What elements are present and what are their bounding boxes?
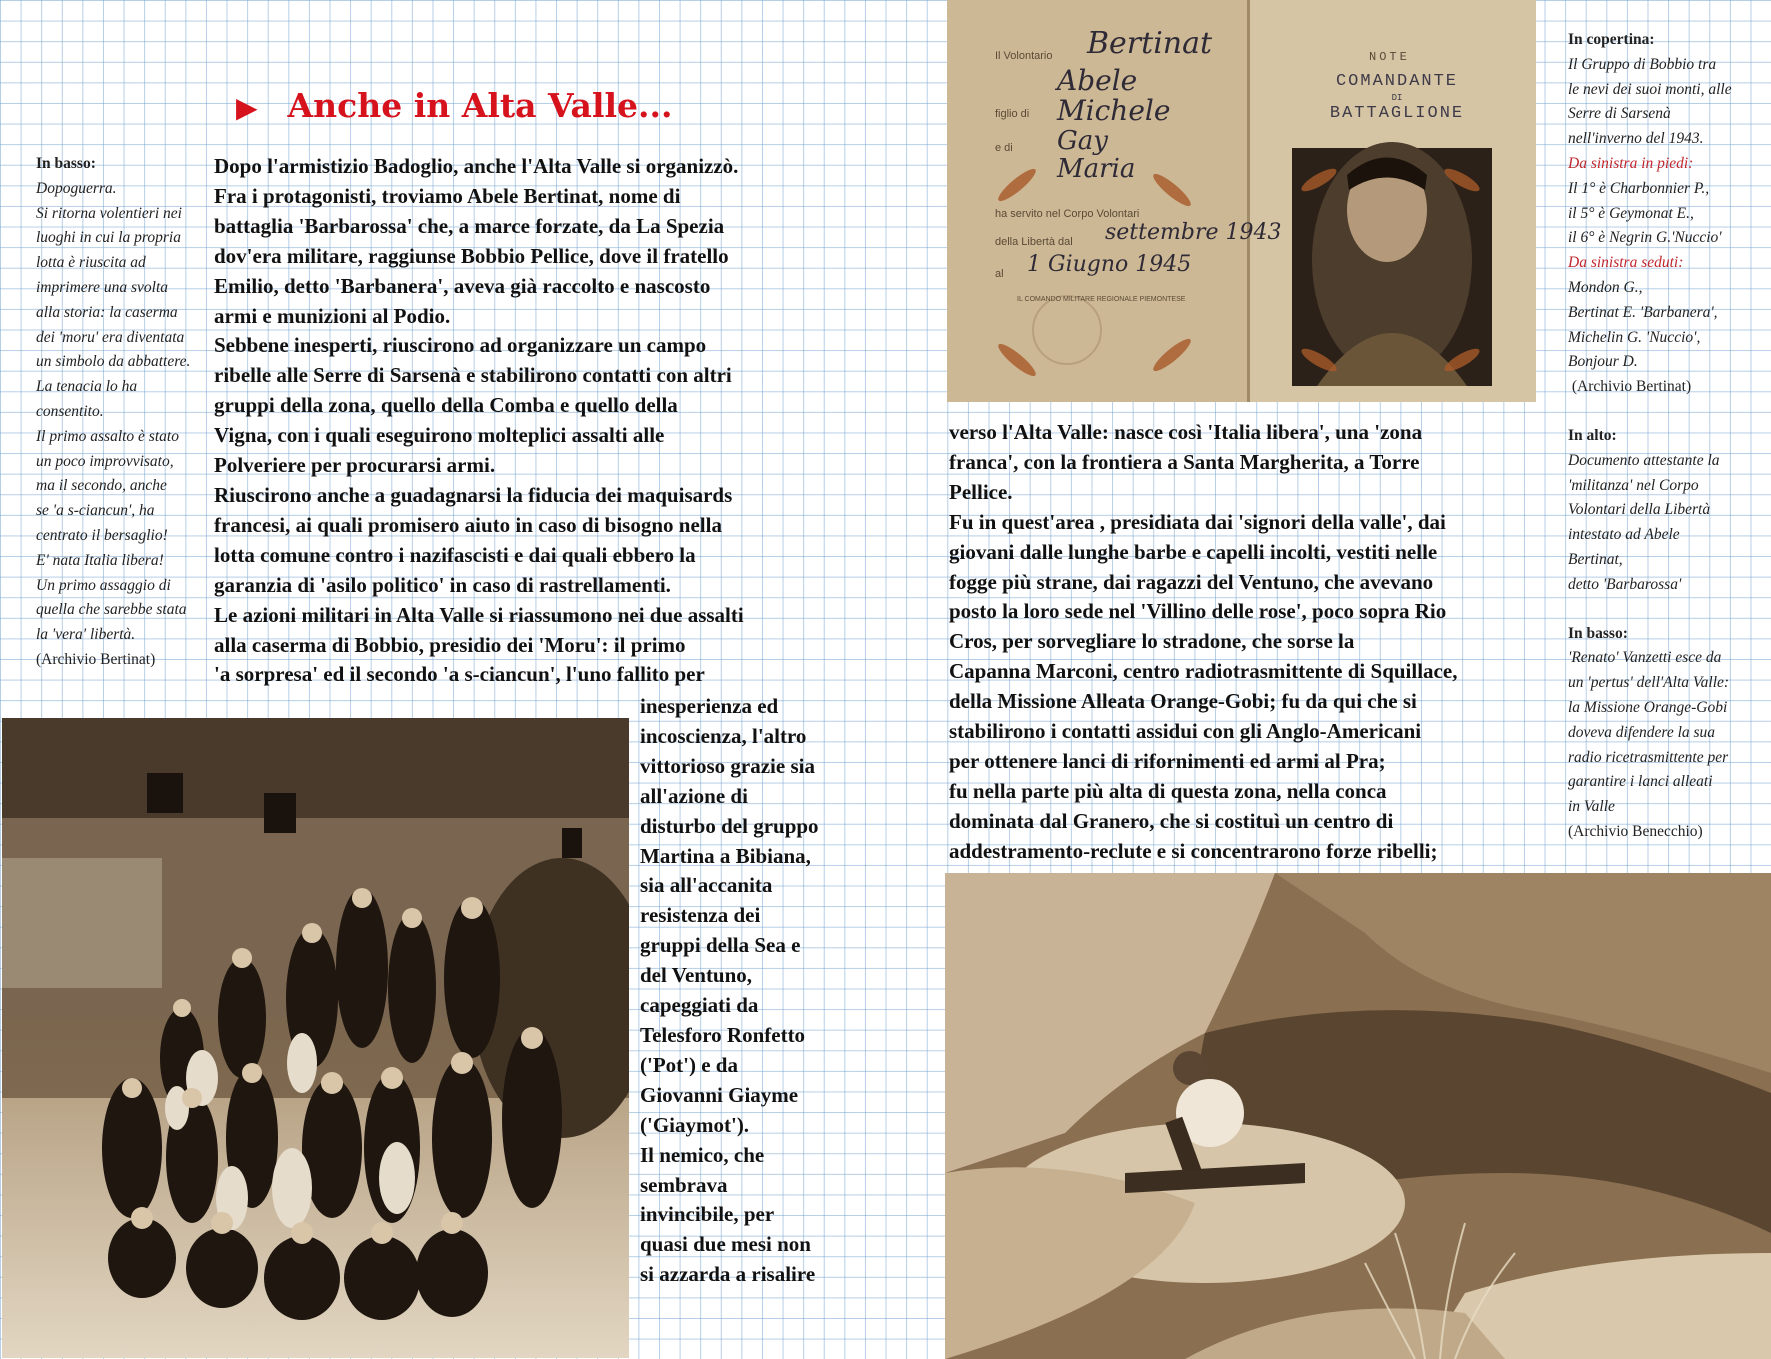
left-caption-heading: In basso: [36, 155, 96, 172]
e-di-label: e di [995, 142, 1013, 154]
main-text-line: Fra i protagonisti, troviamo Abele Bertinat, nome di [214, 183, 681, 208]
narrow-text-line: sembrava [640, 1172, 728, 1197]
cover-caption-line: le nevi dei suoi monti, alle [1568, 80, 1732, 98]
seated-label: Da sinistra seduti: [1568, 254, 1684, 272]
to-date-handwritten: 1 Giugno 1945 [1027, 252, 1192, 277]
bottom-caption-line: un 'pertus' dell'Alta Valle: [1568, 674, 1730, 692]
left-caption [36, 152, 206, 673]
left-caption-line: La tenacia lo ha [36, 378, 138, 396]
narrow-text-line: si azzarda a risalire [640, 1262, 816, 1287]
narrow-text-line: del Ventuno, [640, 963, 753, 988]
right-text-line: per ottenere lanci di rifornimenti ed armi al Pra; [949, 748, 1386, 773]
group-photo-image [2, 718, 629, 1358]
first-name-handwritten: Abele [1057, 64, 1138, 97]
narrow-text-line: gruppi della Sea e [640, 933, 801, 958]
narrow-text-line: Giovanni Giayme [640, 1082, 799, 1107]
main-text-line: garanzia di 'asilo politico' in caso di rastrellamenti. [214, 572, 671, 597]
top-caption-line: Volontari della Libertà [1568, 501, 1711, 519]
narrow-text-line: resistenza dei [640, 903, 761, 928]
comandante-line-1: COMANDANTE [1335, 72, 1459, 91]
main-text-line: Vigna, con i quali eseguirono molteplici assalti alle [214, 423, 665, 448]
right-text-line: addestramento-reclute e si concentrarono forze ribelli; [949, 838, 1438, 863]
father-handwritten: Michele [1057, 94, 1171, 127]
standing-line: Il 1° è Charbonnier P., [1568, 179, 1710, 197]
page-title-text: Anche in Alta Valle... [287, 86, 673, 125]
narrow-text-line: capeggiati da [640, 993, 759, 1018]
bottom-caption-source: (Archivio Benecchio) [1568, 822, 1703, 840]
narrow-text-line: incoscienza, l'altro [640, 723, 807, 748]
mother-handwritten-1: Gay [1057, 126, 1108, 156]
left-caption-line: imprimere una svolta [36, 278, 169, 296]
main-text-line: Emilio, detto 'Barbanera', aveva già raccolto e nascosto [214, 273, 711, 298]
right-text-line: Fu in quest'area , presidiata dai 'signori della valle', dai [949, 509, 1446, 534]
right-text-line: stabilirono i contatti assidui con gli Anglo-Americani [949, 719, 1422, 744]
top-caption-line: Documento attestante la [1568, 451, 1720, 469]
cover-caption-line: Il Gruppo di Bobbio tra [1568, 55, 1717, 73]
main-text-line: 'a sorpresa' ed il secondo 'a s-ciancun', l'uno fallito per [214, 662, 705, 687]
right-triangle-icon: ▶ [236, 91, 258, 124]
left-caption-line: lotta è riuscita ad [36, 254, 146, 272]
right-text-line: franca', con la frontiera a Santa Margherita, a Torre [949, 449, 1420, 474]
right-text-line: posto la loro sede nel 'Villino delle rose', poco sopra Rio [949, 599, 1447, 624]
cover-caption-source: (Archivio Bertinat) [1568, 378, 1692, 396]
figlio-label: figlio di [995, 108, 1030, 120]
right-text-line: della Missione Alleata Orange-Gobi; fu da qui che si [949, 689, 1417, 714]
right-text-line: dominata dal Granero, che si costituì un centro di [949, 808, 1394, 833]
mother-handwritten-2: Maria [1057, 154, 1136, 184]
liberta-label: della Libertà dal [995, 236, 1073, 248]
bottom-caption-line: radio ricetrasmittente per [1568, 748, 1729, 766]
left-caption-line: consentito. [36, 402, 104, 420]
top-caption-heading: In alto: [1568, 426, 1617, 444]
main-text-line: Riuscirono anche a guadagnarsi la fiducia dei maquisards [214, 482, 733, 507]
main-text-line: Sebbene inesperti, riuscirono ad organizzare un campo [214, 333, 707, 358]
left-caption-line: Un primo assaggio di [36, 576, 171, 594]
left-caption-line: alla storia: la caserma [36, 303, 178, 321]
left-caption-line: Dopoguerra. [36, 179, 117, 197]
left-caption-line: quella che sarebbe stata [36, 601, 187, 619]
main-text-line: Dopo l'armistizio Badoglio, anche l'Alta Valle si organizzò. [214, 154, 739, 178]
right-text-line: giovani dalle lunghe barbe e capelli incolti, vestiti nelle [949, 539, 1438, 564]
cover-caption-line: Serre di Sarsenà [1568, 105, 1671, 123]
main-text-line: alla caserma di Bobbio, presidio dei 'Moru': il primo [214, 632, 686, 657]
left-caption-line: luoghi in cui la propria [36, 229, 181, 247]
volontario-label: Il Volontario [995, 50, 1053, 62]
main-text-line: Le azioni militari in Alta Valle si riassumono nei due assalti [214, 602, 744, 627]
cave-photo [945, 873, 1771, 1359]
right-text-line: verso l'Alta Valle: nasce così 'Italia libera', una 'zona [949, 420, 1423, 444]
left-caption-line: ma il secondo, anche [36, 477, 167, 495]
bottom-caption-line: doveva difendere la sua [1568, 723, 1716, 741]
narrow-text-line: all'azione di [640, 783, 748, 808]
top-caption-line: Bertinat, [1568, 550, 1623, 568]
left-caption-line: un poco improvvisato, [36, 452, 174, 470]
al-label: al [995, 268, 1004, 280]
left-caption-line: Si ritorna volentieri nei [36, 204, 182, 222]
bottom-caption-line: garantire i lanci alleati [1568, 773, 1713, 791]
standing-line: il 6° è Negrin G.'Nuccio' [1568, 229, 1722, 247]
comandante-line-3: BATTAGLIONE [1329, 104, 1465, 123]
group-photo [2, 718, 629, 1358]
narrow-text-line: Telesforo Ronfetto [640, 1022, 806, 1047]
left-caption-line: se 'a s-ciancun', ha [36, 502, 155, 520]
comandante-stamp [1297, 74, 1497, 122]
page-title [236, 86, 672, 125]
seated-line: Bertinat E. 'Barbanera', [1568, 303, 1718, 321]
narrow-text-line: ('Pot') e da [640, 1052, 738, 1077]
right-caption [1568, 28, 1768, 845]
left-caption-line: centrato il bersaglio! [36, 526, 168, 544]
main-text-line: gruppi della zona, quello della Comba e quello della [214, 393, 678, 418]
narrow-text-line: vittorioso grazie sia [640, 753, 815, 778]
main-text-column [214, 152, 854, 690]
main-text-line: dov'era militare, raggiunse Bobbio Pellice, dove il fratello [214, 243, 729, 268]
top-caption-line: 'militanza' nel Corpo [1568, 476, 1699, 494]
narrow-text-line: invincibile, per [640, 1202, 775, 1227]
seated-line: Michelin G. 'Nuccio', [1568, 328, 1701, 346]
standing-line: il 5° è Geymonat E., [1568, 204, 1694, 222]
seated-line: Mondon G., [1568, 278, 1643, 296]
seated-line: Bonjour D. [1568, 353, 1638, 371]
top-caption-line: detto 'Barbarossa' [1568, 575, 1682, 593]
main-text-line: ribelle alle Serre di Sarsenà e stabilirono contatti con altri [214, 363, 732, 388]
right-text-line: fogge più strane, dai ragazzi del Ventuno, che avevano [949, 569, 1434, 594]
partisan-document [947, 0, 1536, 402]
right-text-line: Cros, per sorvegliare lo stradone, che sorse la [949, 629, 1355, 654]
standing-label: Da sinistra in piedi: [1568, 154, 1694, 172]
narrow-text-line: inesperienza ed [640, 694, 779, 718]
name-handwritten: Bertinat [1087, 26, 1213, 61]
bottom-caption-line: la Missione Orange-Gobi [1568, 698, 1728, 716]
right-text-line: Pellice. [949, 479, 1013, 504]
top-caption-line: intestato ad Abele [1568, 526, 1680, 544]
left-caption-line: Il primo assalto è stato [36, 427, 179, 445]
right-text-line: Capanna Marconi, centro radiotrasmittente di Squillace, [949, 659, 1458, 684]
right-text-line: fu nella parte più alta di questa zona, nella conca [949, 778, 1387, 803]
caption-spacer [1568, 598, 1768, 622]
left-caption-line: un simbolo da abbattere. [36, 353, 191, 371]
main-text-line: battaglia 'Barbarossa' che, a marce forzate, da La Spezia [214, 213, 725, 238]
caption-spacer [1568, 400, 1768, 424]
narrow-text-line: ('Giaymot'). [640, 1112, 750, 1137]
from-date-handwritten: settembre 1943 [1105, 220, 1282, 245]
narrow-text-column [640, 692, 860, 1290]
left-caption-line: dei 'moru' era diventata [36, 328, 185, 346]
right-text-column [949, 418, 1549, 867]
cover-caption-line: nell'inverno del 1943. [1568, 130, 1704, 148]
narrow-text-line: sia all'accanita [640, 873, 773, 898]
narrow-text-line: Il nemico, che [640, 1142, 765, 1167]
main-text-line: lotta comune contro i nazifascisti e dai quali ebbero la [214, 542, 696, 567]
left-caption-source: (Archivio Bertinat) [36, 650, 156, 668]
bottom-caption-heading: In basso: [1568, 624, 1628, 642]
main-text-line: armi e munizioni al Podio. [214, 303, 451, 328]
bottom-caption-line: 'Renato' Vanzetti esce da [1568, 649, 1722, 667]
narrow-text-line: quasi due mesi non [640, 1232, 811, 1257]
main-text-line: Polveriere per procurarsi armi. [214, 453, 496, 478]
main-text-line: francesi, ai quali promisero aiuto in caso di bisogno nella [214, 512, 722, 537]
narrow-text-line: Martina a Bibiana, [640, 843, 811, 868]
cover-caption-heading: In copertina: [1568, 31, 1655, 48]
left-caption-line: la 'vera' libertà. [36, 626, 136, 644]
left-caption-line: E' nata Italia libera! [36, 551, 164, 569]
note-label: NOTE [1369, 50, 1410, 64]
narrow-text-line: disturbo del gruppo [640, 813, 819, 838]
comandante-line-2: DI [1391, 93, 1403, 103]
bottom-caption-line: in Valle [1568, 798, 1615, 816]
command-line: IL COMANDO MILITARE REGIONALE PIEMONTESE [1017, 296, 1186, 303]
cave-photo-image [945, 873, 1771, 1359]
served-line: ha servito nel Corpo Volontari [995, 208, 1140, 220]
